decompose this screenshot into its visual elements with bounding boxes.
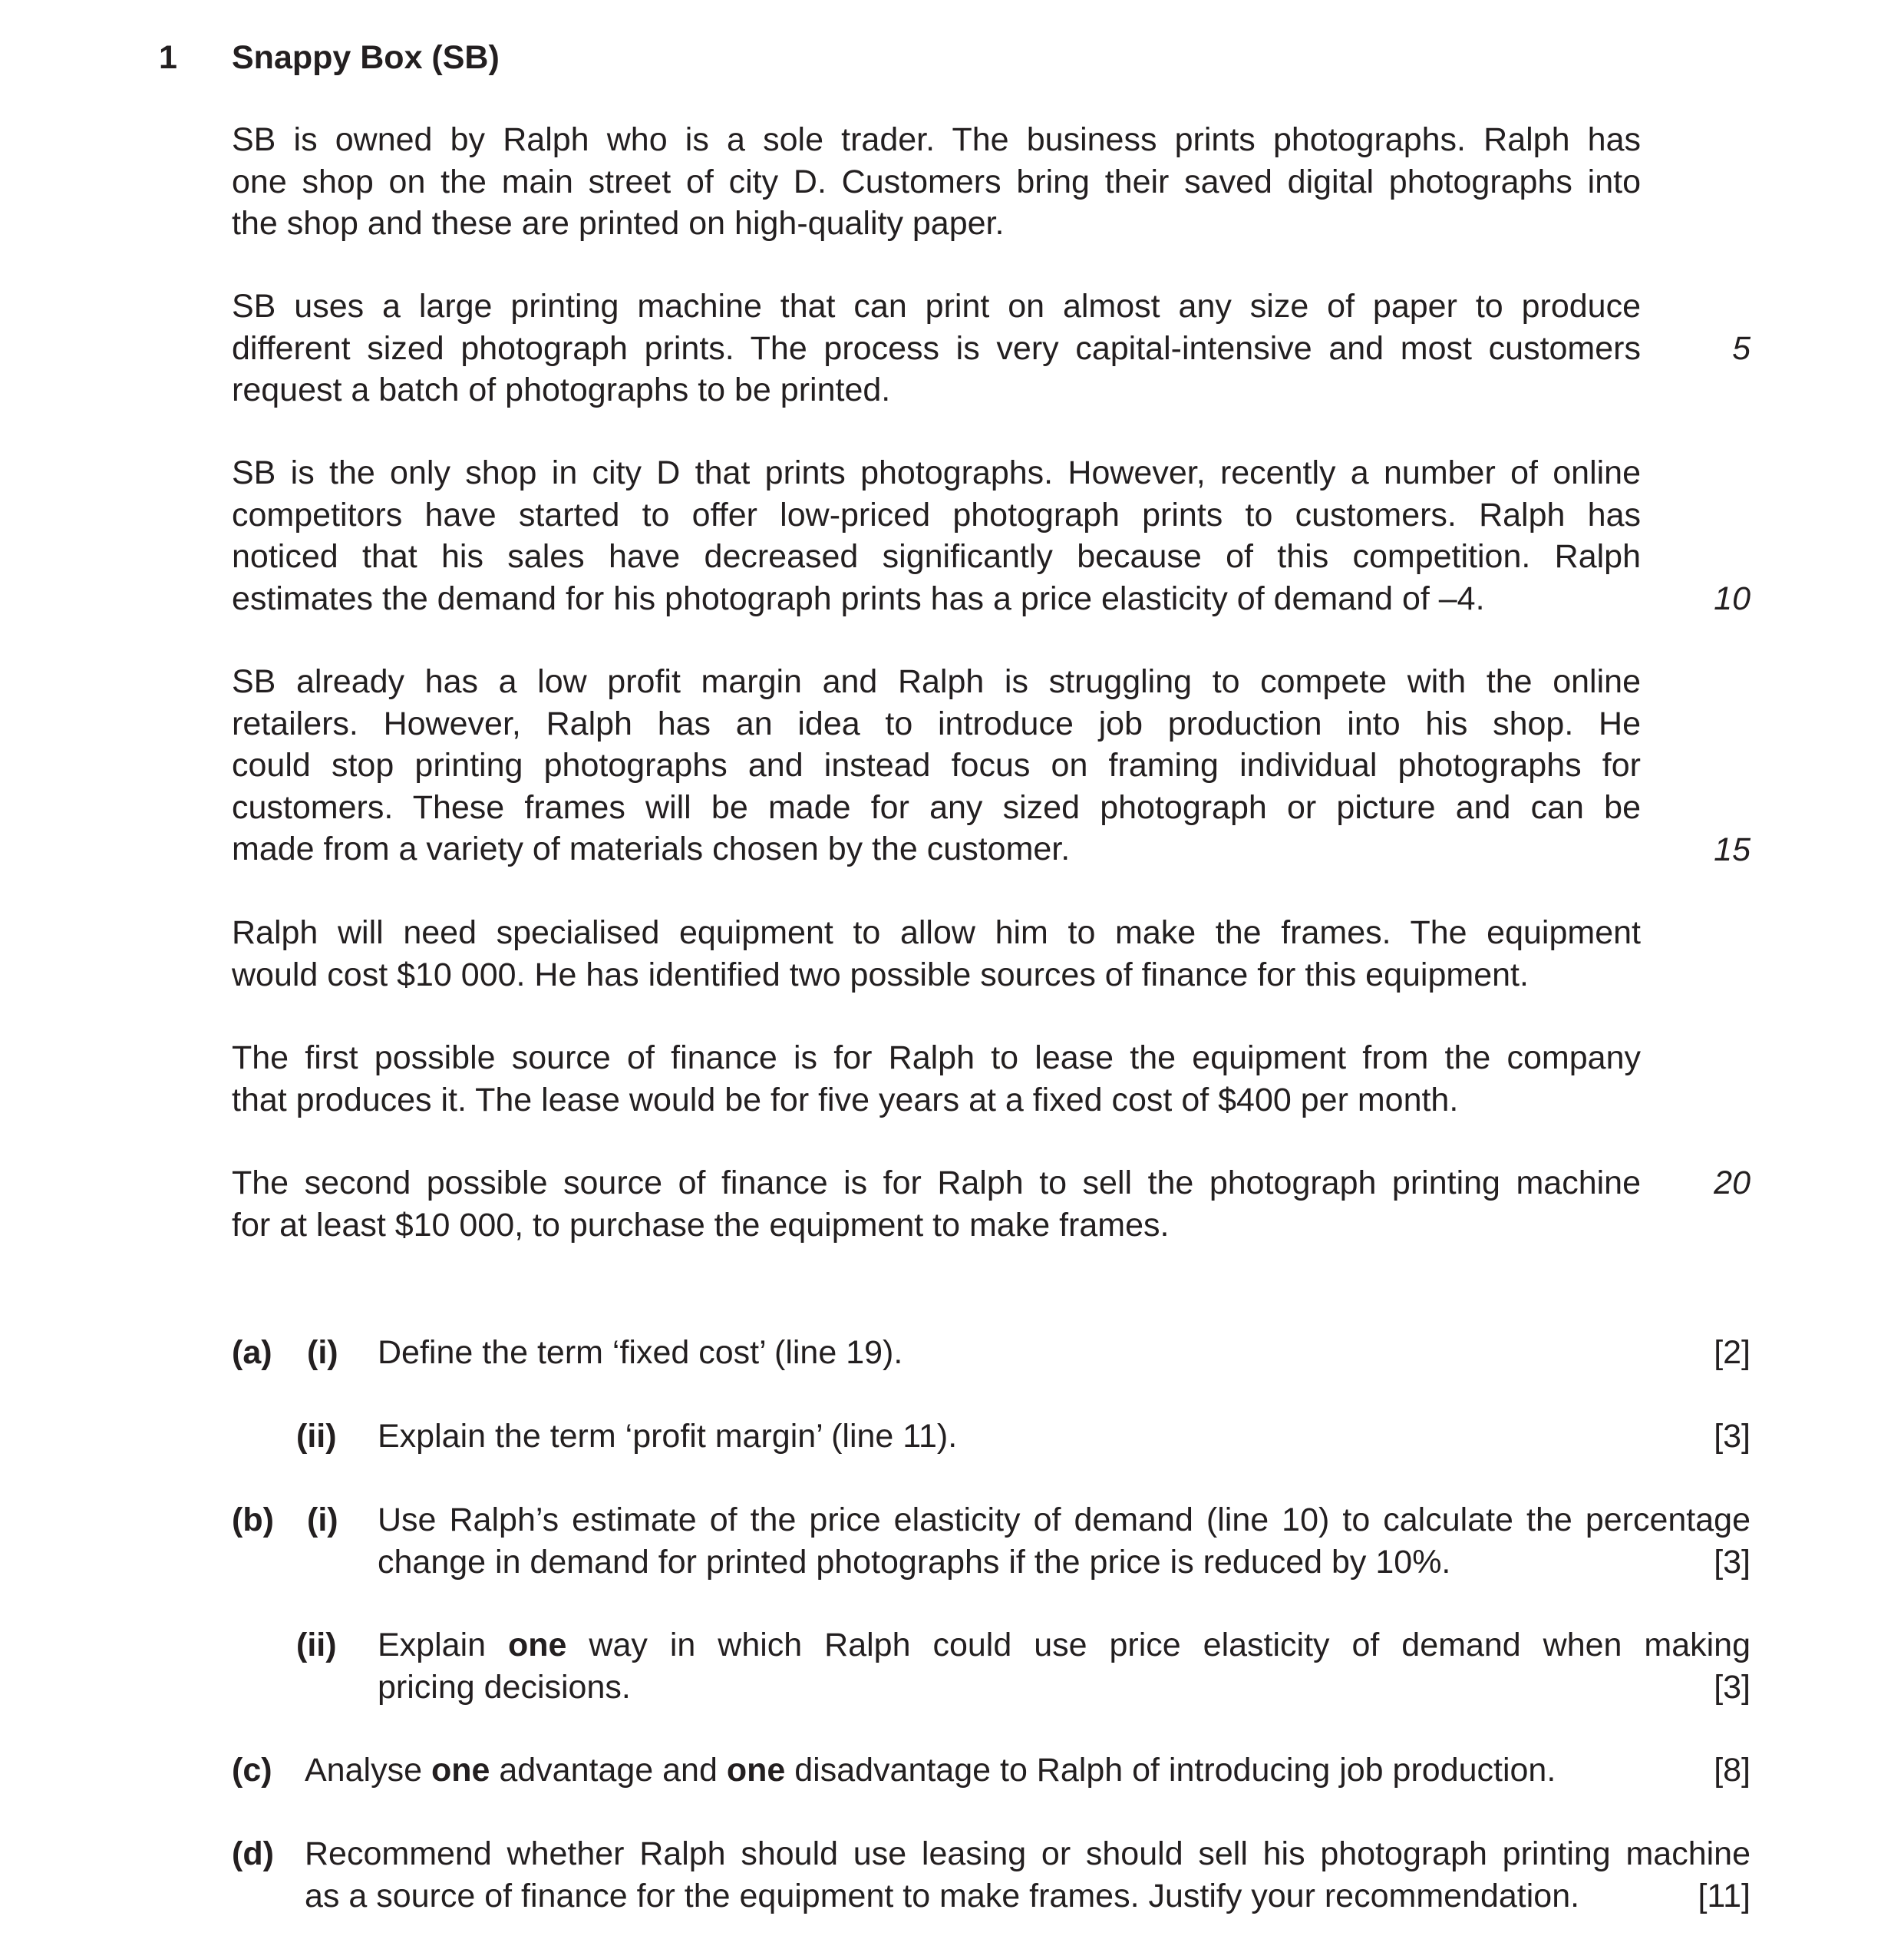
case-paragraph-2 (232, 286, 1641, 411)
part-c-label: (c) (232, 1752, 272, 1789)
part-c-post: disadvantage to Ralph of introducing job production. (785, 1752, 1556, 1789)
part-c-mid: advantage and (490, 1752, 727, 1789)
line-number: 15 (1714, 831, 1751, 868)
part-b-label: (b) (232, 1501, 274, 1538)
part-a-label: (a) (232, 1334, 272, 1371)
case-line: one shop on the main street of city D. Customers bring their saved digital photographs into (232, 163, 1641, 200)
case-paragraph-6 (232, 1037, 1641, 1121)
part-a-ii-marks: [3] (1714, 1418, 1751, 1455)
case-line: that produces it. The lease would be for five years at a fixed cost of $400 per month. (232, 1081, 1459, 1118)
part-c-bold-1: one (431, 1752, 490, 1789)
case-line: The second possible source of finance is for Ralph to sell the photograph printing machine (232, 1164, 1641, 1201)
part-b-i-line: Use Ralph’s estimate of the price elasticity of demand (line 10) to calculate the percentage (378, 1501, 1751, 1538)
case-line: request a batch of photographs to be printed. (232, 372, 891, 408)
part-d-line: as a source of finance for the equipment to make frames. Justify your recommendation. (305, 1877, 1580, 1914)
line-number: 20 (1714, 1164, 1751, 1201)
part-b-i-line: change in demand for printed photographs if the price is reduced by 10%. (378, 1543, 1451, 1581)
case-line: SB is owned by Ralph who is a sole trader. The business prints photographs. Ralph has (232, 121, 1641, 158)
question-number: 1 (159, 39, 177, 76)
question-title: Snappy Box (SB) (232, 39, 500, 76)
case-line: estimates the demand for his photograph prints has a price elasticity of demand of –4. (232, 580, 1485, 617)
part-d-text (305, 1833, 1751, 1917)
part-b-i-text (378, 1499, 1751, 1583)
case-paragraph-5 (232, 912, 1641, 996)
part-d-label: (d) (232, 1835, 274, 1872)
part-a-ii-text: Explain the term ‘profit margin’ (line 11). (378, 1418, 958, 1455)
case-line: SB already has a low profit margin and Ralph is struggling to compete with the online (232, 663, 1641, 700)
case-line: the shop and these are printed on high-quality paper. (232, 205, 1005, 242)
part-b-i-label: (i) (307, 1501, 338, 1538)
part-a-i-marks: [2] (1714, 1334, 1751, 1371)
part-c-text (305, 1749, 1556, 1792)
part-b-ii-pre: Explain (378, 1627, 487, 1663)
case-paragraph-3 (232, 452, 1641, 619)
part-b-ii-text (378, 1624, 1751, 1708)
part-b-i-marks: [3] (1714, 1544, 1751, 1581)
case-line: for at least $10 000, to purchase the equipment to make frames. (232, 1206, 1170, 1244)
part-d-line: Recommend whether Ralph should use leasing or should sell his photograph printing machine (305, 1835, 1751, 1872)
part-c-bold-2: one (726, 1752, 786, 1789)
part-c-marks: [8] (1714, 1752, 1751, 1789)
case-line: SB uses a large printing machine that can print on almost any size of paper to produce (232, 288, 1641, 325)
case-line: The first possible source of finance is for Ralph to lease the equipment from the company (232, 1039, 1641, 1076)
part-a-ii-label: (ii) (296, 1418, 337, 1455)
case-line: would cost $10 000. He has identified two possible sources of finance for this equipment. (232, 956, 1529, 993)
case-line: made from a variety of materials chosen by the customer. (232, 831, 1071, 867)
part-a-i-label: (i) (307, 1334, 338, 1371)
part-b-ii-post: way in which Ralph could use price elasticity of demand when making (589, 1627, 1751, 1663)
part-a-i-text: Define the term ‘fixed cost’ (line 19). (378, 1334, 903, 1371)
part-c-pre: Analyse (305, 1752, 431, 1789)
part-b-ii-bold: one (508, 1627, 567, 1663)
line-number: 10 (1714, 580, 1751, 617)
part-b-ii-marks: [3] (1714, 1669, 1751, 1706)
part-b-ii-line (378, 1624, 1751, 1667)
case-paragraph-4 (232, 661, 1641, 870)
case-line: retailers. However, Ralph has an idea to introduce job production into his shop. He (232, 705, 1641, 742)
case-line: competitors have started to offer low-priced photograph prints to customers. Ralph has (232, 496, 1641, 533)
part-b-ii-label: (ii) (296, 1627, 337, 1663)
case-line: could stop printing photographs and instead focus on framing individual photographs for (232, 747, 1641, 784)
case-line: Ralph will need specialised equipment to allow him to make the frames. The equipment (232, 914, 1641, 951)
case-paragraph-1 (232, 119, 1641, 245)
part-b-ii-line: pricing decisions. (378, 1668, 631, 1706)
case-paragraph-7 (232, 1162, 1641, 1246)
case-line: customers. These frames will be made for any sized photograph or picture and can be (232, 788, 1641, 826)
line-number: 5 (1732, 330, 1751, 367)
case-line: different sized photograph prints. The process is very capital-intensive and most customers (232, 329, 1641, 367)
case-line: noticed that his sales have decreased significantly because of this competition. Ralph (232, 538, 1641, 575)
case-line: SB is the only shop in city D that prints photographs. However, recently a number of online (232, 454, 1641, 491)
part-d-marks: [11] (1698, 1878, 1751, 1914)
